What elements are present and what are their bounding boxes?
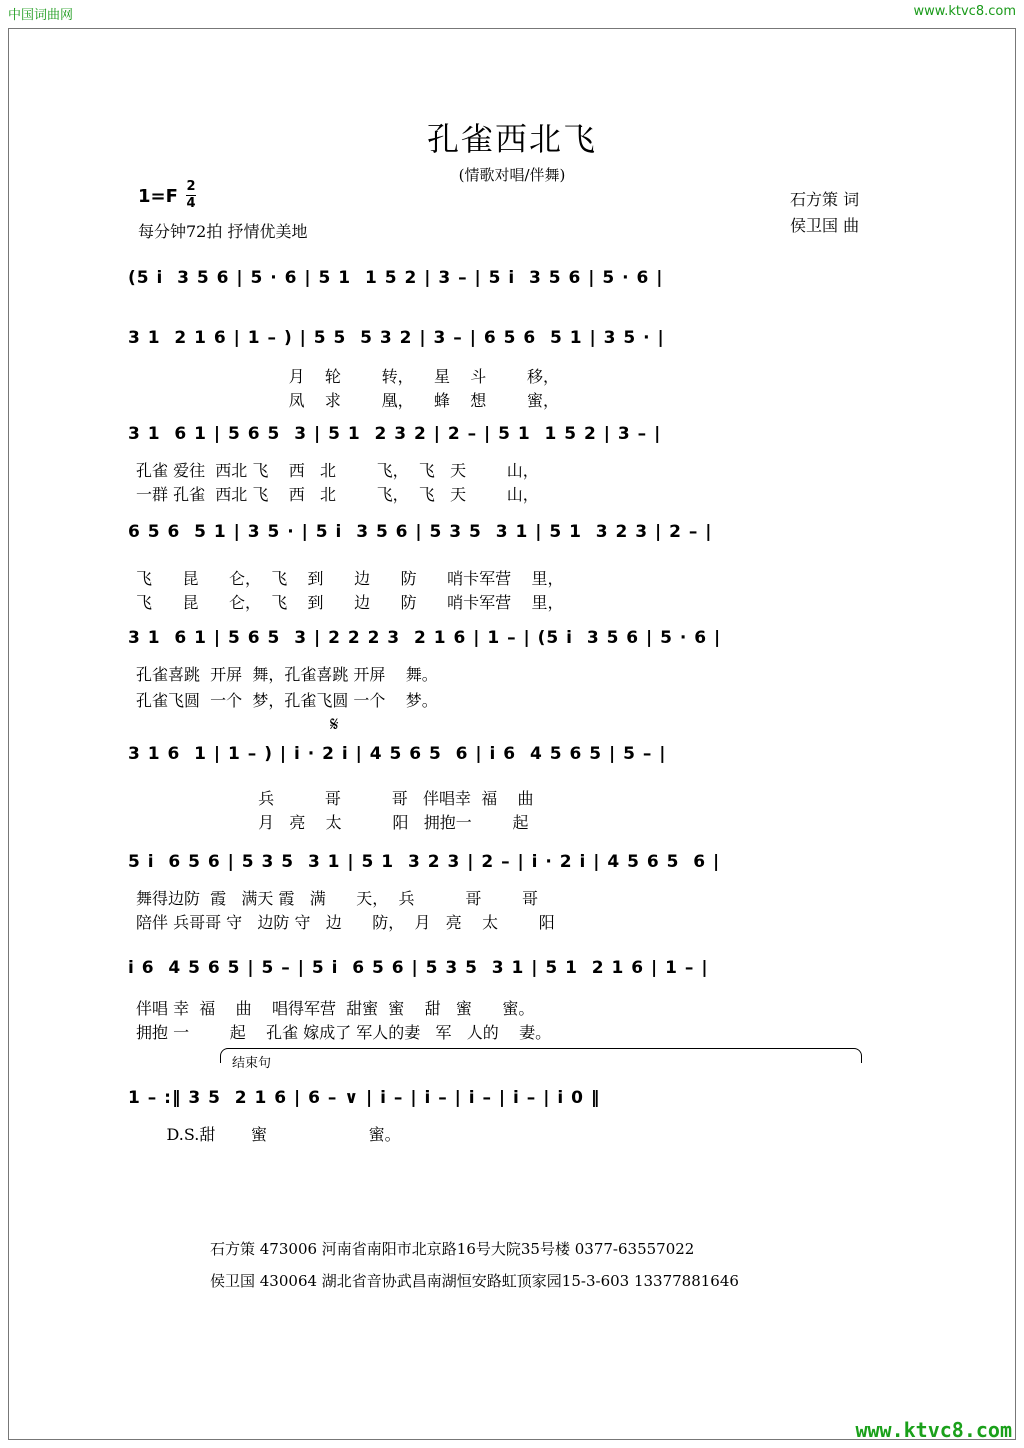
lyric-line-3b: 一群 孔雀 西北 飞 西 北 飞， 飞 天 山， — [136, 485, 539, 504]
notation-line-2: 3 1 2 1 6 | 1 – ) | 5 5 5 3 2 | 3 – | 6 5 6 5 1 | 3 5 · | — [128, 328, 665, 348]
song-subtitle: (情歌对唱/伴舞) — [458, 166, 566, 184]
notation-line-3: 3 1 6 1 | 5 6 5 3 | 5 1 2 3 2 | 2 – | 5 1 1 5 2 | 3 – | — [128, 424, 662, 444]
notation-line-1: (5 i 3 5 6 | 5 · 6 | 5 1 1 5 2 | 3 – | 5 i 3 5 6 | 5 · 6 | — [128, 268, 664, 288]
notation-line-8: i 6 4 5 6 5 | 5 – | 5 i 6 5 6 | 5 3 5 3 1 | 5 1 2 1 6 | 1 – | — [128, 958, 709, 978]
lyric-line-4b: 飞 昆 仑， 飞 到 边 防 哨卡军营 里， — [136, 593, 564, 612]
contact-composer: 侯卫国 430064 湖北省音协武昌南湖恒安路虹顶家园15-3-603 13377881646 — [210, 1272, 739, 1290]
lyric-line-6b: 月 亮 太 阳 拥抱一 起 — [136, 813, 529, 832]
key-signature: 1=F — [138, 186, 178, 207]
lyric-line-4a: 飞 昆 仑， 飞 到 边 防 哨卡军营 里， — [136, 569, 564, 588]
time-top: 2 — [186, 179, 196, 194]
notation-line-4: 6 5 6 5 1 | 3 5 · | 5 i 3 5 6 | 5 3 5 3 1 | 5 1 3 2 3 | 2 – | — [128, 522, 713, 542]
contact-lyricist: 石方策 473006 河南省南阳市北京路16号大院35号楼 0377-63557022 — [210, 1240, 695, 1258]
lyric-line-7a: 舞得边防 霞 满天 霞 满 天， 兵 哥 哥 — [136, 889, 539, 908]
time-bottom: 4 — [186, 196, 196, 211]
lyric-line-2b: 凤 求 凰， 蜂 想 蜜， — [136, 391, 559, 410]
lyric-line-3a: 孔雀 爱往 西北 飞 西 北 飞， 飞 天 山， — [136, 461, 539, 480]
lyric-line-5a: 孔雀喜跳 开屏 舞，孔雀喜跳 开屏 舞。 — [136, 665, 438, 684]
lyric-line-8a: 伴唱 幸 福 曲 唱得军营 甜蜜 蜜 甜 蜜 蜜。 — [136, 999, 535, 1018]
time-signature — [186, 180, 196, 211]
notation-line-9: 1 – :‖ 3 5 2 1 6 | 6 – ∨ | i – | i – | i – | i – | i 0 ‖ — [128, 1088, 601, 1108]
tempo-marking: 每分钟72拍 抒情优美地 — [138, 222, 308, 241]
ending-slur — [220, 1048, 862, 1063]
watermark-logo: www.ktvc8.com — [855, 1418, 1012, 1442]
lyric-line-5b: 孔雀飞圆 一个 梦，孔雀飞圆 一个 梦。 — [136, 691, 438, 710]
site-name-left[interactable]: 中国词曲网 — [8, 8, 74, 23]
song-title: 孔雀西北飞 — [426, 120, 597, 158]
lyric-line-2a: 月 轮 转， 星 斗 移， — [136, 367, 559, 386]
lyricist-credit: 石方策 词 — [790, 190, 860, 209]
lyric-line-6a: 兵 哥 哥 伴唱幸 福 曲 — [136, 789, 534, 808]
composer-credit: 侯卫国 曲 — [790, 216, 860, 235]
lyric-line-9: D.S.甜 蜜 蜜。 — [136, 1125, 401, 1144]
lyric-line-7b: 陪伴 兵哥哥 守 边防 守 边 防， 月 亮 太 阳 — [136, 913, 555, 932]
notation-line-7: 5 i 6 5 6 | 5 3 5 3 1 | 5 1 3 2 3 | 2 – | i · 2 i | 4 5 6 5 6 | — [128, 852, 721, 872]
notation-line-6: 3 1 6 1 | 1 – ) | i · 2 i | 4 5 6 5 6 | i 6 4 5 6 5 | 5 – | — [128, 744, 667, 764]
site-url-right[interactable]: www.ktvc8.com — [913, 4, 1016, 19]
ending-label: 结束句 — [232, 1056, 272, 1071]
notation-line-5: 3 1 6 1 | 5 6 5 3 | 2 2 2 3 2 1 6 | 1 – | (5 i 3 5 6 | 5 · 6 | — [128, 628, 722, 648]
segno-sign: 𝄋 — [330, 712, 339, 736]
lyric-line-8b: 拥抱 一 起 孔雀 嫁成了 军人的妻 军 人的 妻。 — [136, 1023, 552, 1042]
